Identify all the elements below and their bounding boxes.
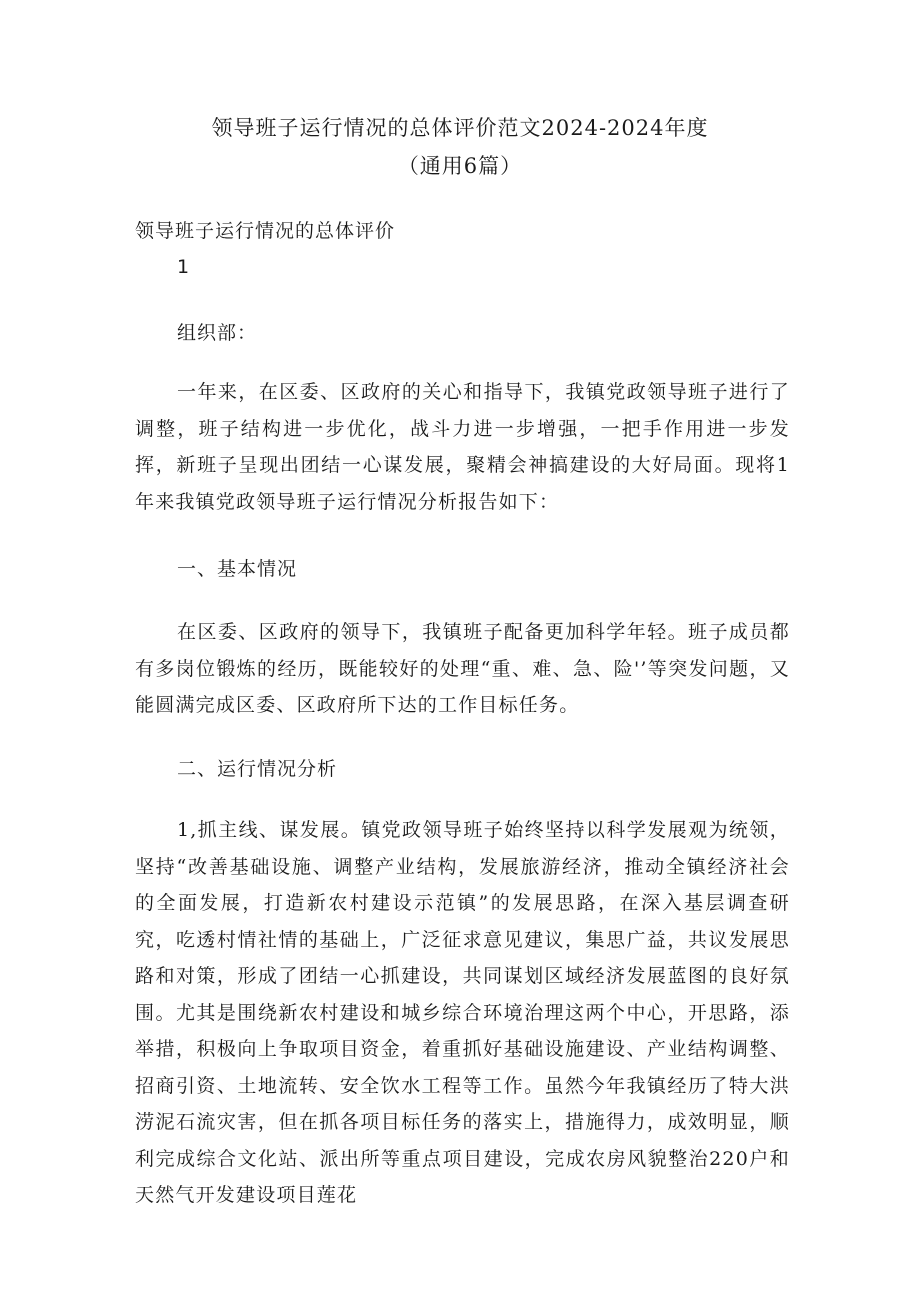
salutation: 组织部： [177,322,258,344]
intro-paragraph: 一年来，在区委、区政府的关心和指导下，我镇党政领导班子进行了调整，班子结构进一步优化，战斗力进一步增强，一把手作用进一步发挥，新班子呈现出团结一心谋发展，聚精会神搞建设的大好局面。现将1年来我镇党政领导班子运行情况分析报告如下： [135,381,790,513]
document-subtitle: （通用6篇） [397,154,523,178]
section1-title: 一、基本情况 [177,558,298,580]
section2-paragraph: 1,抓主线、谋发展。镇党政领导班子始终坚持以科学发展观为统领，坚持“改善基础设施、调整产业结构，发展旅游经济，推动全镇经济社会的全面发展，打造新农村建设示范镇”的发展思路，在深入基层调查研究，吃透村情社情的基础上，广泛征求意见建议，集思广益，共议发展思路和对策，形成了团结一心抓建设，共同谋划区域经济发展蓝图的良好氛围。尤其是围绕新农村建设和城乡综合环境治理这两个中心，开思路，添举措，积极向上争取项目资金，着重抓好基础设施建设、产业结构调整、招商引资、土地流转、安全饮水工程等工作。虽然今年我镇经历了特大洪涝泥石流灾害，但在抓各项目标任务的落实上，措施得力，成效明显，顺利完成综合文化站、派出所等重点项目建设，完成农房风貌整治220户和天然气开发建设项目莲花 [135,819,790,1206]
document-title: 领导班子运行情况的总体评价范文2024-2024年度 [211,116,709,140]
section-heading: 领导班子运行情况的总体评价 [135,220,396,242]
heading-number: 1 [177,256,190,278]
section1-paragraph: 在区委、区政府的领导下，我镇班子配备更加科学年轻。班子成员都有多岗位锻炼的经历，既能较好的处理“重、难、急、险'’等突发问题，又能圆满完成区委、区政府所下达的工作目标任务。 [135,621,790,716]
section2-title: 二、运行情况分析 [177,758,338,780]
